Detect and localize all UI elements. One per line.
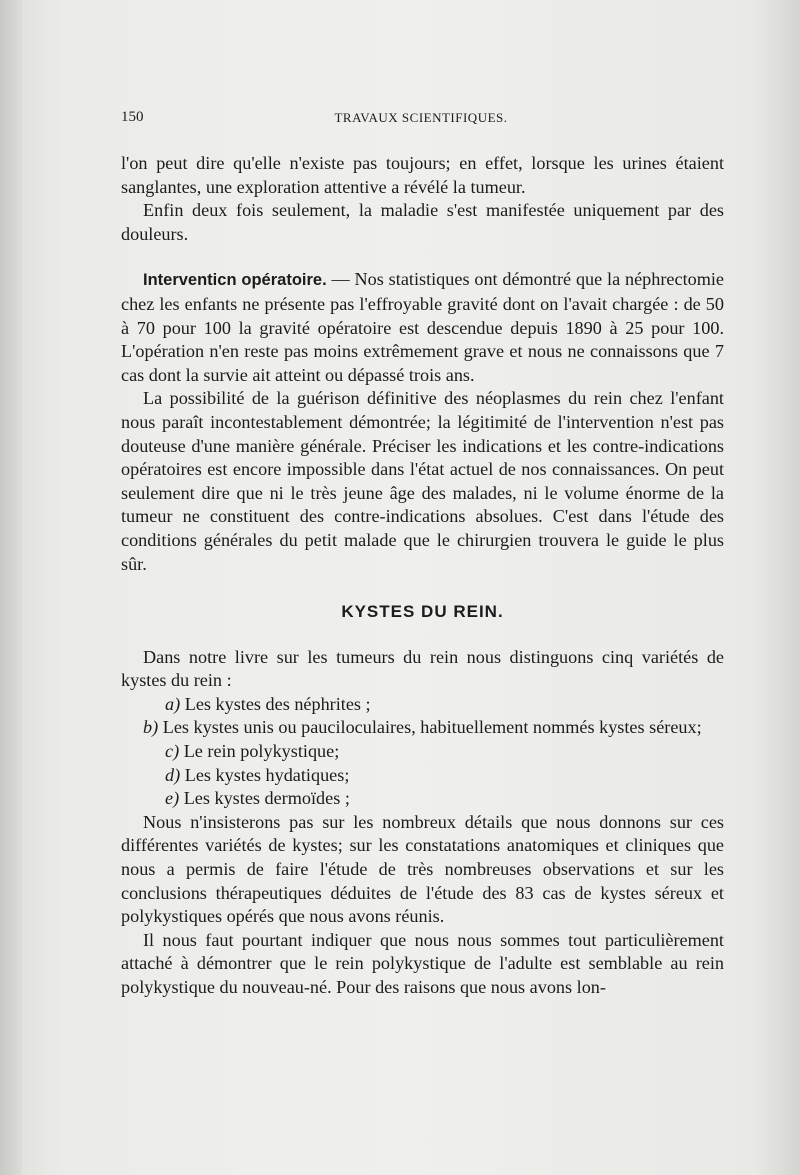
list-item: [121, 693, 724, 717]
page-header: [121, 109, 721, 129]
list-letter: a): [165, 693, 181, 714]
paragraph-intervention: [121, 268, 724, 387]
paragraph-insisterons: Nous n'insisterons pas sur les nombreux détails que nous donnons sur ces différentes variétés de kystes; sur les constatations anatomiques et cliniques que nous a permis de faire l'étude de très nombreuses observations et sur les conclusions thérapeutiques déduites de l'étude des 83 cas de kystes séreux et polykystiques opérés que nous avons réunis.: [121, 811, 724, 927]
section-title: KYSTES DU REIN.: [341, 602, 504, 622]
list-text: Le rein polykystique;: [183, 741, 340, 762]
list-item: [121, 740, 724, 764]
list-text: Les kystes unis ou pauciloculaires, habituellement nommés kystes séreux;: [162, 717, 702, 738]
list-letter: d): [165, 764, 181, 785]
list-letter: e): [165, 788, 180, 809]
list-text: Les kystes dermoïdes ;: [183, 788, 350, 809]
running-title: TRAVAUX SCIENTIFIQUES.: [334, 110, 508, 125]
list-letter: c): [165, 741, 180, 762]
list-item: [121, 787, 724, 811]
paragraph-polykystique: Il nous faut pourtant indiquer que nous nous sommes tout particulièrement attaché à démontrer que le rein polykystique de l'adulte est semblable au rein polykystique du nouveau-né. Pour des raisons que nous avons lon-: [121, 929, 724, 997]
list-text: Les kystes hydatiques;: [184, 764, 350, 785]
list-item: [121, 764, 724, 788]
paragraph-douleurs: Enfin deux fois seulement, la maladie s'est manifestée uniquement par des douleurs.: [121, 200, 724, 244]
page-number: 150: [121, 109, 144, 125]
body-text: [121, 152, 724, 1000]
section-intro: Dans notre livre sur les tumeurs du rein nous distinguons cinq variétés de kystes du rein :: [121, 646, 724, 691]
intervention-heading: Interventicn opératoire.: [143, 271, 327, 290]
list-text: Les kystes des néphrites ;: [184, 693, 371, 714]
paragraph-continuation: l'on peut dire qu'elle n'existe pas toujours; en effet, lorsque les urines étaient sanglantes, une exploration attentive a révélé la tumeur.: [121, 153, 724, 197]
book-gutter: [0, 0, 22, 1175]
list-item: [121, 716, 724, 740]
paragraph-guerison: La possibilité de la guérison définitive des néoplasmes du rein chez l'enfant nous paraît incontestablement démontrée; la légitimité de l'intervention n'est pas douteuse d'une manière générale. Préciser les indications et les contre-indications opératoires est encore impossible dans l'état actuel de nos connaissances. On peut seulement dire que ni le très jeune âge des malades, ni le volume énorme de la tumeur ne constituent des contre-indications absolues. C'est dans l'étude des conditions générales du petit malade que le chirurgien trouvera le guide le plus sûr.: [121, 388, 724, 574]
intervention-text: — Nos statistiques ont démontré que la néphrectomie chez les enfants ne présente pas l'effroyable gravité dont on l'avait chargée : de 50 à 70 pour 100 la gravité opératoire est descendue depuis 1890 à 25 pour 100. L'opération n'en reste pas moins extrêmement grave et nous ne connaissons que 7 cas dont la survie ait atteint ou dépassé trois ans.: [121, 269, 724, 385]
spacer: [121, 246, 724, 268]
list-letter: b): [143, 717, 159, 738]
